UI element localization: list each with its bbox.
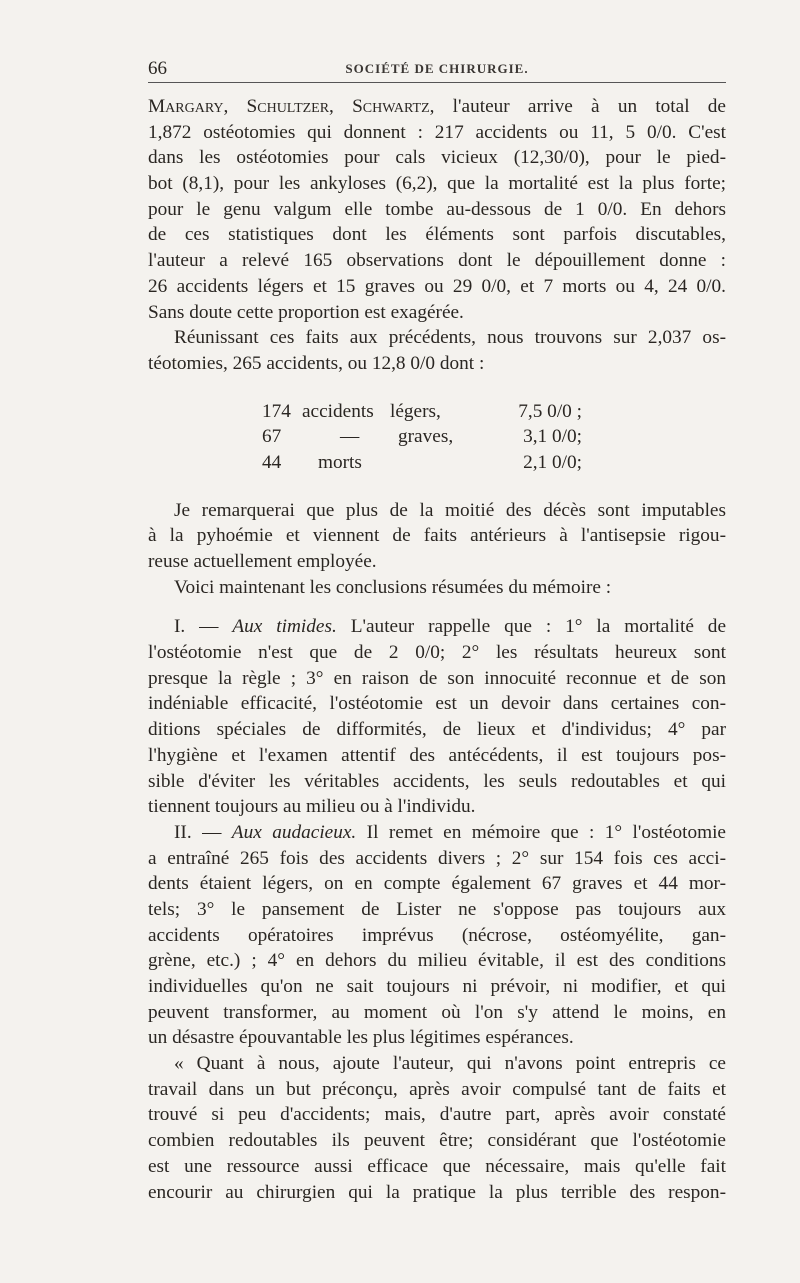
table-row [262,424,582,450]
page-body [148,94,726,1205]
text-line: bot (8,1), pour les ankyloses (6,2), que la mortalité est la plus forte; [148,173,726,195]
paragraph-conclusion-2 [148,820,726,1051]
table-row [262,450,582,476]
text-line: encourir au chirurgien qui la pratique la plus terrible des respon- [148,1181,726,1203]
text-line: tiennent toujours au milieu ou à l'individu. [148,796,476,818]
paragraph-statistics [148,94,726,325]
text-line: trouvé si peu d'accidents; mais, d'autre part, après avoir constaté [148,1104,726,1126]
row-count: 44 [262,451,282,473]
text-line: est une ressource aussi efficace que nécessaire, mais qu'elle fait [148,1155,726,1177]
text-line: de ces statistiques dont les éléments sont parfois discutables, [148,224,726,246]
paragraph-summary [148,325,726,376]
text-line: dans les ostéotomies pour cals vicieux (12,30/0), pour le pied- [148,147,726,169]
row-kind: graves, [398,426,454,448]
text-line: l'auteur a relevé 165 observations dont le dépouillement donne : [148,250,726,272]
text-line: a entraîné 265 fois des accidents divers ; 2° sur 154 fois ces acci- [148,847,726,869]
text-line: II. — Aux audacieux. Il remet en mémoire que : 1° l'ostéotomie [174,821,726,843]
text-line: pour le genu valgum elle tombe au-dessous de 1 0/0. En dehors [148,198,726,220]
section-title: Aux timides. [232,616,337,638]
paragraph-author-quote [148,1051,726,1205]
row-label: accidents [302,400,374,422]
text-line: ditions spéciales de difformités, de lieux et d'individus; 4° par [148,719,726,741]
text-line: grène, etc.) ; 4° en dehors du milieu évitable, il est des conditions [148,950,726,972]
row-count: 174 [262,400,291,422]
page-header [148,58,726,83]
row-kind: légers, [390,400,441,422]
paragraph-conclusion-1 [148,614,726,820]
text-line: à la pyhoémie et viennent de faits antérieurs à l'antisepsie rigou- [148,525,726,547]
paragraph-intro-conclusions [148,575,726,601]
section-number: I. — [174,616,219,638]
text-line: l'ostéotomie n'est que de 2 0/0; 2° les résultats heureux sont [148,642,726,664]
text-line: Margary, Schultzer, Schwartz, l'auteur arrive à un total de [148,96,726,117]
text-line: Voici maintenant les conclusions résumées du mémoire : [174,576,612,598]
text-line: l'hygiène et l'examen attentif des antécédents, il est toujours pos- [148,744,726,766]
section-title: Aux audacieux. [231,821,357,843]
section-number: II. — [174,821,222,843]
accidents-table [262,399,582,476]
text-line: Sans doute cette proportion est exagérée. [148,301,464,323]
text-line: téotomies, 265 accidents, ou 12,8 0/0 dont : [148,352,485,374]
table-row [262,399,582,425]
text-line: 26 accidents légers et 15 graves ou 29 0/0, et 7 morts ou 4, 24 0/0. [148,275,726,297]
paragraph-remark [148,498,726,575]
text-line: dents étaient légers, on en compte également 67 graves et 44 mor- [148,873,726,895]
text-line: combien redoutables ils peuvent être; considérant que l'ostéotomie [148,1130,726,1152]
running-title: SOCIÉTÉ DE CHIRURGIE. [345,61,529,76]
row-count: 67 [262,426,282,448]
row-label: — [340,426,360,448]
text-line: « Quant à nous, ajoute l'auteur, qui n'avons point entrepris ce [174,1053,726,1075]
author-names: Margary, Schultzer, Schwartz, [148,96,435,117]
text-line: tels; 3° le pansement de Lister ne s'oppose pas toujours aux [148,898,726,920]
text-line: indéniable efficacité, l'ostéotomie est un devoir dans certaines con- [148,693,726,715]
row-percent: 7,5 0/0 ; [518,400,582,422]
text-line: I. — Aux timides. L'auteur rappelle que : 1° la mortalité de [174,616,726,638]
text-line: presque la règle ; 3° en raison de son innocuité reconnue et de son [148,667,726,689]
row-percent: 3,1 0/0; [523,426,582,448]
row-percent: 2,1 0/0; [523,451,582,473]
text-line: travail dans un but préconçu, après avoir compulsé tant de faits et [148,1078,726,1100]
text-line: sible d'éviter les véritables accidents, les seuls redoutables et qui [148,770,726,792]
text-line: 1,872 ostéotomies qui donnent : 217 accidents ou 11, 5 0/0. C'est [148,121,726,143]
text-line: Je remarquerai que plus de la moitié des décès sont imputables [174,499,726,521]
text-line: un désastre épouvantable les plus légitimes espérances. [148,1027,574,1049]
text-line: peuvent transformer, au moment où l'on s'y attend le moins, en [148,1001,726,1023]
text-line: reuse actuellement employée. [148,551,377,572]
text-line: Réunissant ces faits aux précédents, nous trouvons sur 2,037 os- [174,327,726,349]
text-line: accidents opératoires imprévus (nécrose, ostéomyélite, gan- [148,924,726,946]
row-label: morts [318,451,362,473]
page-number: 66 [148,58,167,79]
text-line: individuelles qu'on ne sait toujours ni prévoir, ni modifier, et qui [148,976,726,997]
